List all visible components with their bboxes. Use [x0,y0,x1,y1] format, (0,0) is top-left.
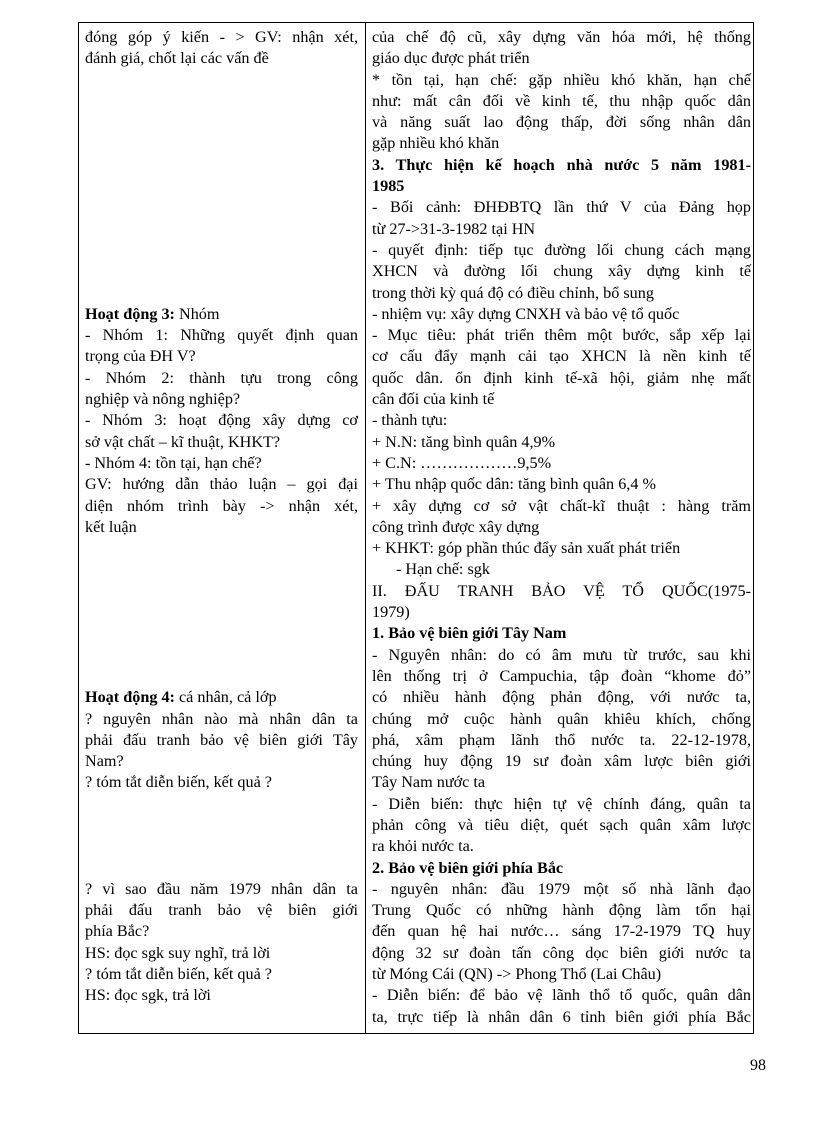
text-line: cơ cấu đẩy mạnh cải tạo XHCN là nền kinh tế [372,347,751,366]
text-line: Trung Quốc có những hành động làm tổn hại [372,901,751,920]
text-line: ? tóm tắt diễn biến, kết quả ? [85,773,272,792]
text-line: - Nguyên nhân: do có âm mưu từ trước, sau khi [372,645,751,664]
text-line: cân đối của kinh tế [372,390,495,409]
text-line: - Nhóm 2: thành tựu trong công [85,368,358,387]
text-line: - Mục tiêu: phát triển thêm một bước, sắp xếp lại [372,326,751,345]
text-line: - quyết định: tiếp tục đường lối chung cách mạng [372,240,751,259]
text-line: từ 27->31-3-1982 tại HN [372,219,536,238]
text-line: - nhiệm vụ: xây dựng CNXH và bảo vệ tổ quốc [372,304,680,323]
text-line: của chế độ cũ, xây dựng văn hóa mới, hệ thống [372,28,751,46]
text-line: Nam? [85,752,124,771]
page-number: 98 [750,1057,766,1074]
text-line: diện nhóm trình bày -> nhận xét, [85,496,358,515]
part-2-heading: 1979) [372,603,410,622]
content-column [372,27,751,1028]
subsection-2-heading: 2. Bảo vệ biên giới phía Bắc [372,858,564,877]
text-line: - Nhóm 4: tồn tại, hạn chế? [85,453,262,472]
text-line: phản công và tiêu diệt, quét sạch quân xâm lược [372,815,751,834]
text-line: đến quan hệ hai nước… sáng 17-2-1979 TQ huy [372,922,751,941]
text-line: công trình được xây dựng [372,517,540,536]
text-line: - nguyên nhân: đầu 1979 một số nhà lãnh đạo [372,879,751,898]
column-divider [365,23,366,1033]
text-line: lên thống trị ở Campuchia, tập đoàn “khome đỏ” [372,666,751,685]
part-2-heading: II. ĐẤU TRANH BẢO VỆ TỔ QUỐC(1975- [372,581,751,600]
text-line: trọng của ĐH V? [85,347,196,366]
text-line: - Diễn biến: thực hiện tự vệ chính đáng, quân ta [372,794,751,813]
text-line: + xây dựng cơ sở vật chất-kĩ thuật : hàng trăm [372,496,751,515]
text-line: HS: đọc sgk suy nghĩ, trả lời [85,943,271,962]
text-line: GV: hướng dẫn thảo luận – gọi đại [85,475,358,494]
text-line: - Nhóm 1: Những quyết định quan [85,326,358,345]
text-line: phá, xâm phạm lãnh thổ nước ta. 22-12-1978, [372,730,751,749]
section-3-heading: 1985 [372,177,405,196]
text-line: kết luận [85,517,137,536]
text-line: Tây Nam nước ta [372,773,486,792]
text-line: - thành tựu: [372,411,448,430]
text-line: động 32 sư đoàn tấn công dọc biên giới nước ta [372,943,751,962]
text-line: ta, trực tiếp là nhân dân 6 tỉnh biên giới phía Bắc [372,1007,751,1026]
section-3-heading: 3. Thực hiện kế hoạch nhà nước 5 năm 1981- [372,155,751,174]
activity-4-heading: Hoạt động 4: cá nhân, cả lớp [85,688,277,707]
text-line: phải đấu tranh bảo vệ biên giới [85,901,358,920]
text-line: quốc dân. ổn định kinh tế-xã hội, giảm nhẹ mất [372,368,751,387]
text-line: và năng suất lao động thấp, đời sống nhân dân [372,113,751,132]
text-line: ? nguyên nhân nào mà nhân dân ta [85,709,358,728]
text-line: chúng huy động 19 sư đoàn xâm lược biên giới [372,752,751,771]
text-line: HS: đọc sgk, trả lời [85,986,211,1005]
text-line: phía Bắc? [85,922,150,941]
text-line: sở vật chất – kĩ thuật, KHKT? [85,432,281,451]
text-line: - Diễn biến: để bảo vệ lãnh thổ tổ quốc, quân dân [372,986,751,1005]
lesson-table [78,22,754,1034]
text-line: ra khỏi nước ta. [372,837,474,856]
text-line: - Bối cảnh: ĐHĐBTQ lần thứ V của Đảng họp [372,198,751,217]
text-line: + C.N: ………………9,5% [372,453,552,472]
text-line: như: mất cân đối về kinh tế, thu nhập quốc dân [372,91,751,110]
text-line: + Thu nhập quốc dân: tăng bình quân 6,4 % [372,475,656,494]
text-line: nghiệp và nông nghiệp? [85,390,241,409]
text-line: XHCN và đường lối chung xây dựng kinh tế [372,262,751,281]
text-line: gặp nhiều khó khăn [372,134,500,153]
text-line: trong thời kỳ quá độ có điều chỉnh, bổ sung [372,283,654,302]
activities-column [85,27,358,1007]
text-line: + KHKT: góp phần thúc đẩy sản xuất phát triển [372,539,681,558]
text-line: đóng góp ý kiến - > GV: nhận xét, [85,28,358,46]
text-line: đánh giá, chốt lại các vấn đề [85,49,269,68]
text-line: ? vì sao đầu năm 1979 nhân dân ta [85,879,358,898]
text-line: giáo dục được phát triển [372,49,530,68]
subsection-1-heading: 1. Bảo vệ biên giới Tây Nam [372,624,567,643]
text-line: ? tóm tắt diễn biến, kết quả ? [85,965,272,984]
text-line: phải đấu tranh bảo vệ biên giới Tây [85,730,358,749]
text-line: - Nhóm 3: hoạt động xây dựng cơ [85,411,358,430]
text-line: - Hạn chế: sgk [396,560,490,579]
text-line: * tồn tại, hạn chế: gặp nhiều khó khăn, hạn chế [372,70,751,89]
activity-3-heading: Hoạt động 3: Nhóm [85,304,220,323]
text-line: từ Móng Cái (QN) -> Phong Thổ (Lai Châu) [372,965,662,984]
text-line: chúng mở cuộc hành quân khiêu khích, chống [372,709,751,728]
text-line: có nhiều hành động phản động, với nước ta, [372,688,751,707]
text-line: + N.N: tăng bình quân 4,9% [372,432,556,451]
